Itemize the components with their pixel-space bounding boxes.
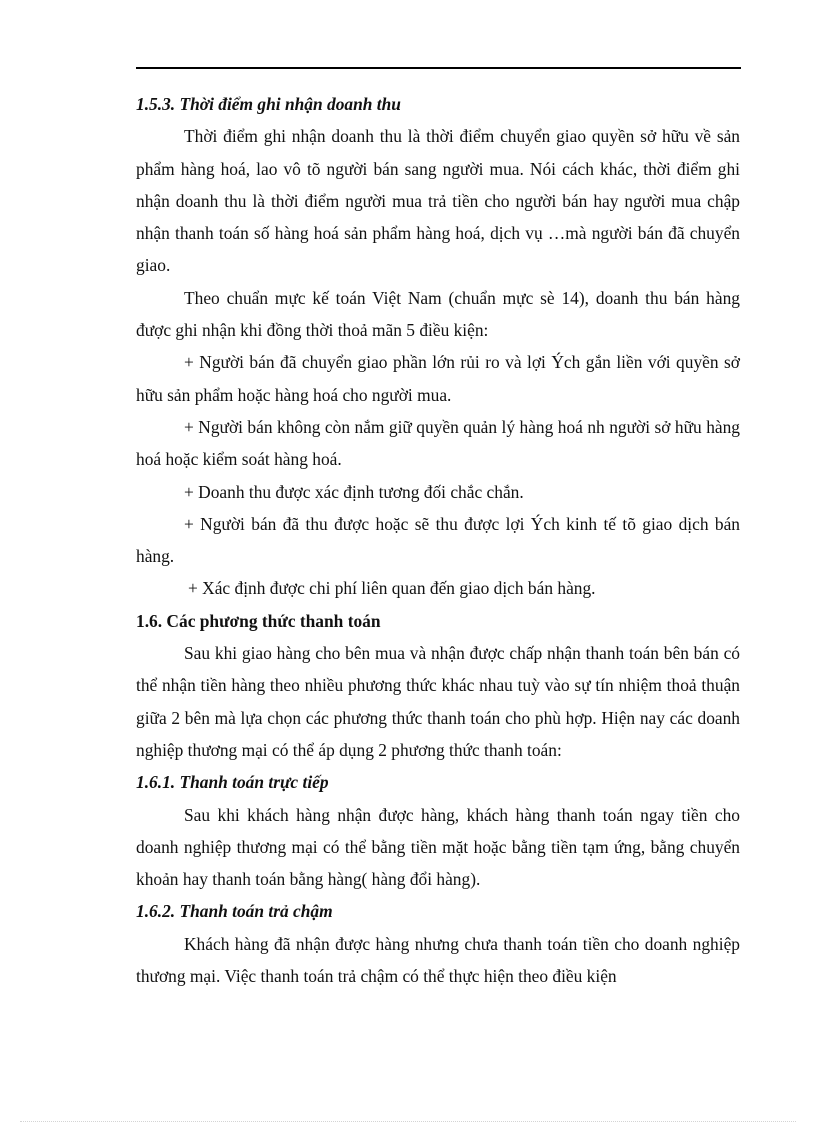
para-direct-payment: Sau khi khách hàng nhận được hàng, khách hàng thanh toán ngay tiền cho doanh nghiệp thương mại có thể bằng tiền mặt hoặc bằng tiền tạm ứng, bằng chuyển khoản hay thanh toán bằng hàng( hàng đổi hàng). <box>136 804 740 890</box>
heading-1-5-3: 1.5.3. Thời điểm ghi nhận doanh thu <box>136 94 401 114</box>
page-bottom-border <box>20 1121 796 1122</box>
para-payment-methods: Sau khi giao hàng cho bên mua và nhận được chấp nhận thanh toán bên bán có thể nhận tiền hàng theo nhiều phương thức khác nhau tuỳ vào sự tín nhiệm thoả thuận giữa 2 bên mà lựa chọn các phương thức thanh toán cho phù hợp. Hiện nay các doanh nghiệp thương mại có thể áp dụng 2 phương thức thanh toán: <box>136 643 740 760</box>
condition-1: + Người bán đã chuyển giao phần lớn rủi ro và lợi Ých gắn liền với quyền sở hữu sản phẩm hoặc hàng hoá cho người mua. <box>136 352 740 405</box>
para-deferred-payment: Khách hàng đã nhận được hàng nhưng chưa thanh toán tiền cho doanh nghiệp thương mại. Việc thanh toán trả chậm có thể thực hiện theo điều kiện <box>136 933 740 987</box>
heading-1-6: 1.6. Các phương thức thanh toán <box>136 610 381 631</box>
condition-4: + Người bán đã thu được hoặc sẽ thu được lợi Ých kinh tế tõ giao dịch bán hàng. <box>136 513 740 567</box>
condition-3: + Doanh thu được xác định tương đối chắc chắn. <box>184 481 524 502</box>
condition-2: + Người bán không còn nắm giữ quyền quản lý hàng hoá nh người sở hữu hàng hoá hoặc kiểm soát hàng hoá. <box>136 416 740 470</box>
document-body <box>136 88 740 992</box>
condition-5: + Xác định được chi phí liên quan đến giao dịch bán hàng. <box>188 578 596 599</box>
heading-1-6-2: 1.6.2. Thanh toán trả chậm <box>136 901 333 922</box>
heading-1-6-1: 1.6.1. Thanh toán trực tiếp <box>136 772 329 793</box>
para-accounting-standard: Theo chuẩn mực kế toán Việt Nam (chuẩn mực sè 14), doanh thu bán hàng được ghi nhận khi đồng thời thoả mãn 5 điều kiện: <box>136 287 740 341</box>
para-revenue-timing: Thời điểm ghi nhận doanh thu là thời điểm chuyển giao quyền sở hữu về sản phẩm hàng hoá, lao vô tõ người bán sang người mua. Nói cách khác, thời điểm ghi nhận doanh thu là thời điểm người mua trả tiền cho người bán hay người mua chập nhận thanh toán số hàng hoá sản phẩm hàng hoá, dịch vụ …mà người bán đã chuyển giao. <box>136 126 740 276</box>
header-rule <box>136 67 741 69</box>
